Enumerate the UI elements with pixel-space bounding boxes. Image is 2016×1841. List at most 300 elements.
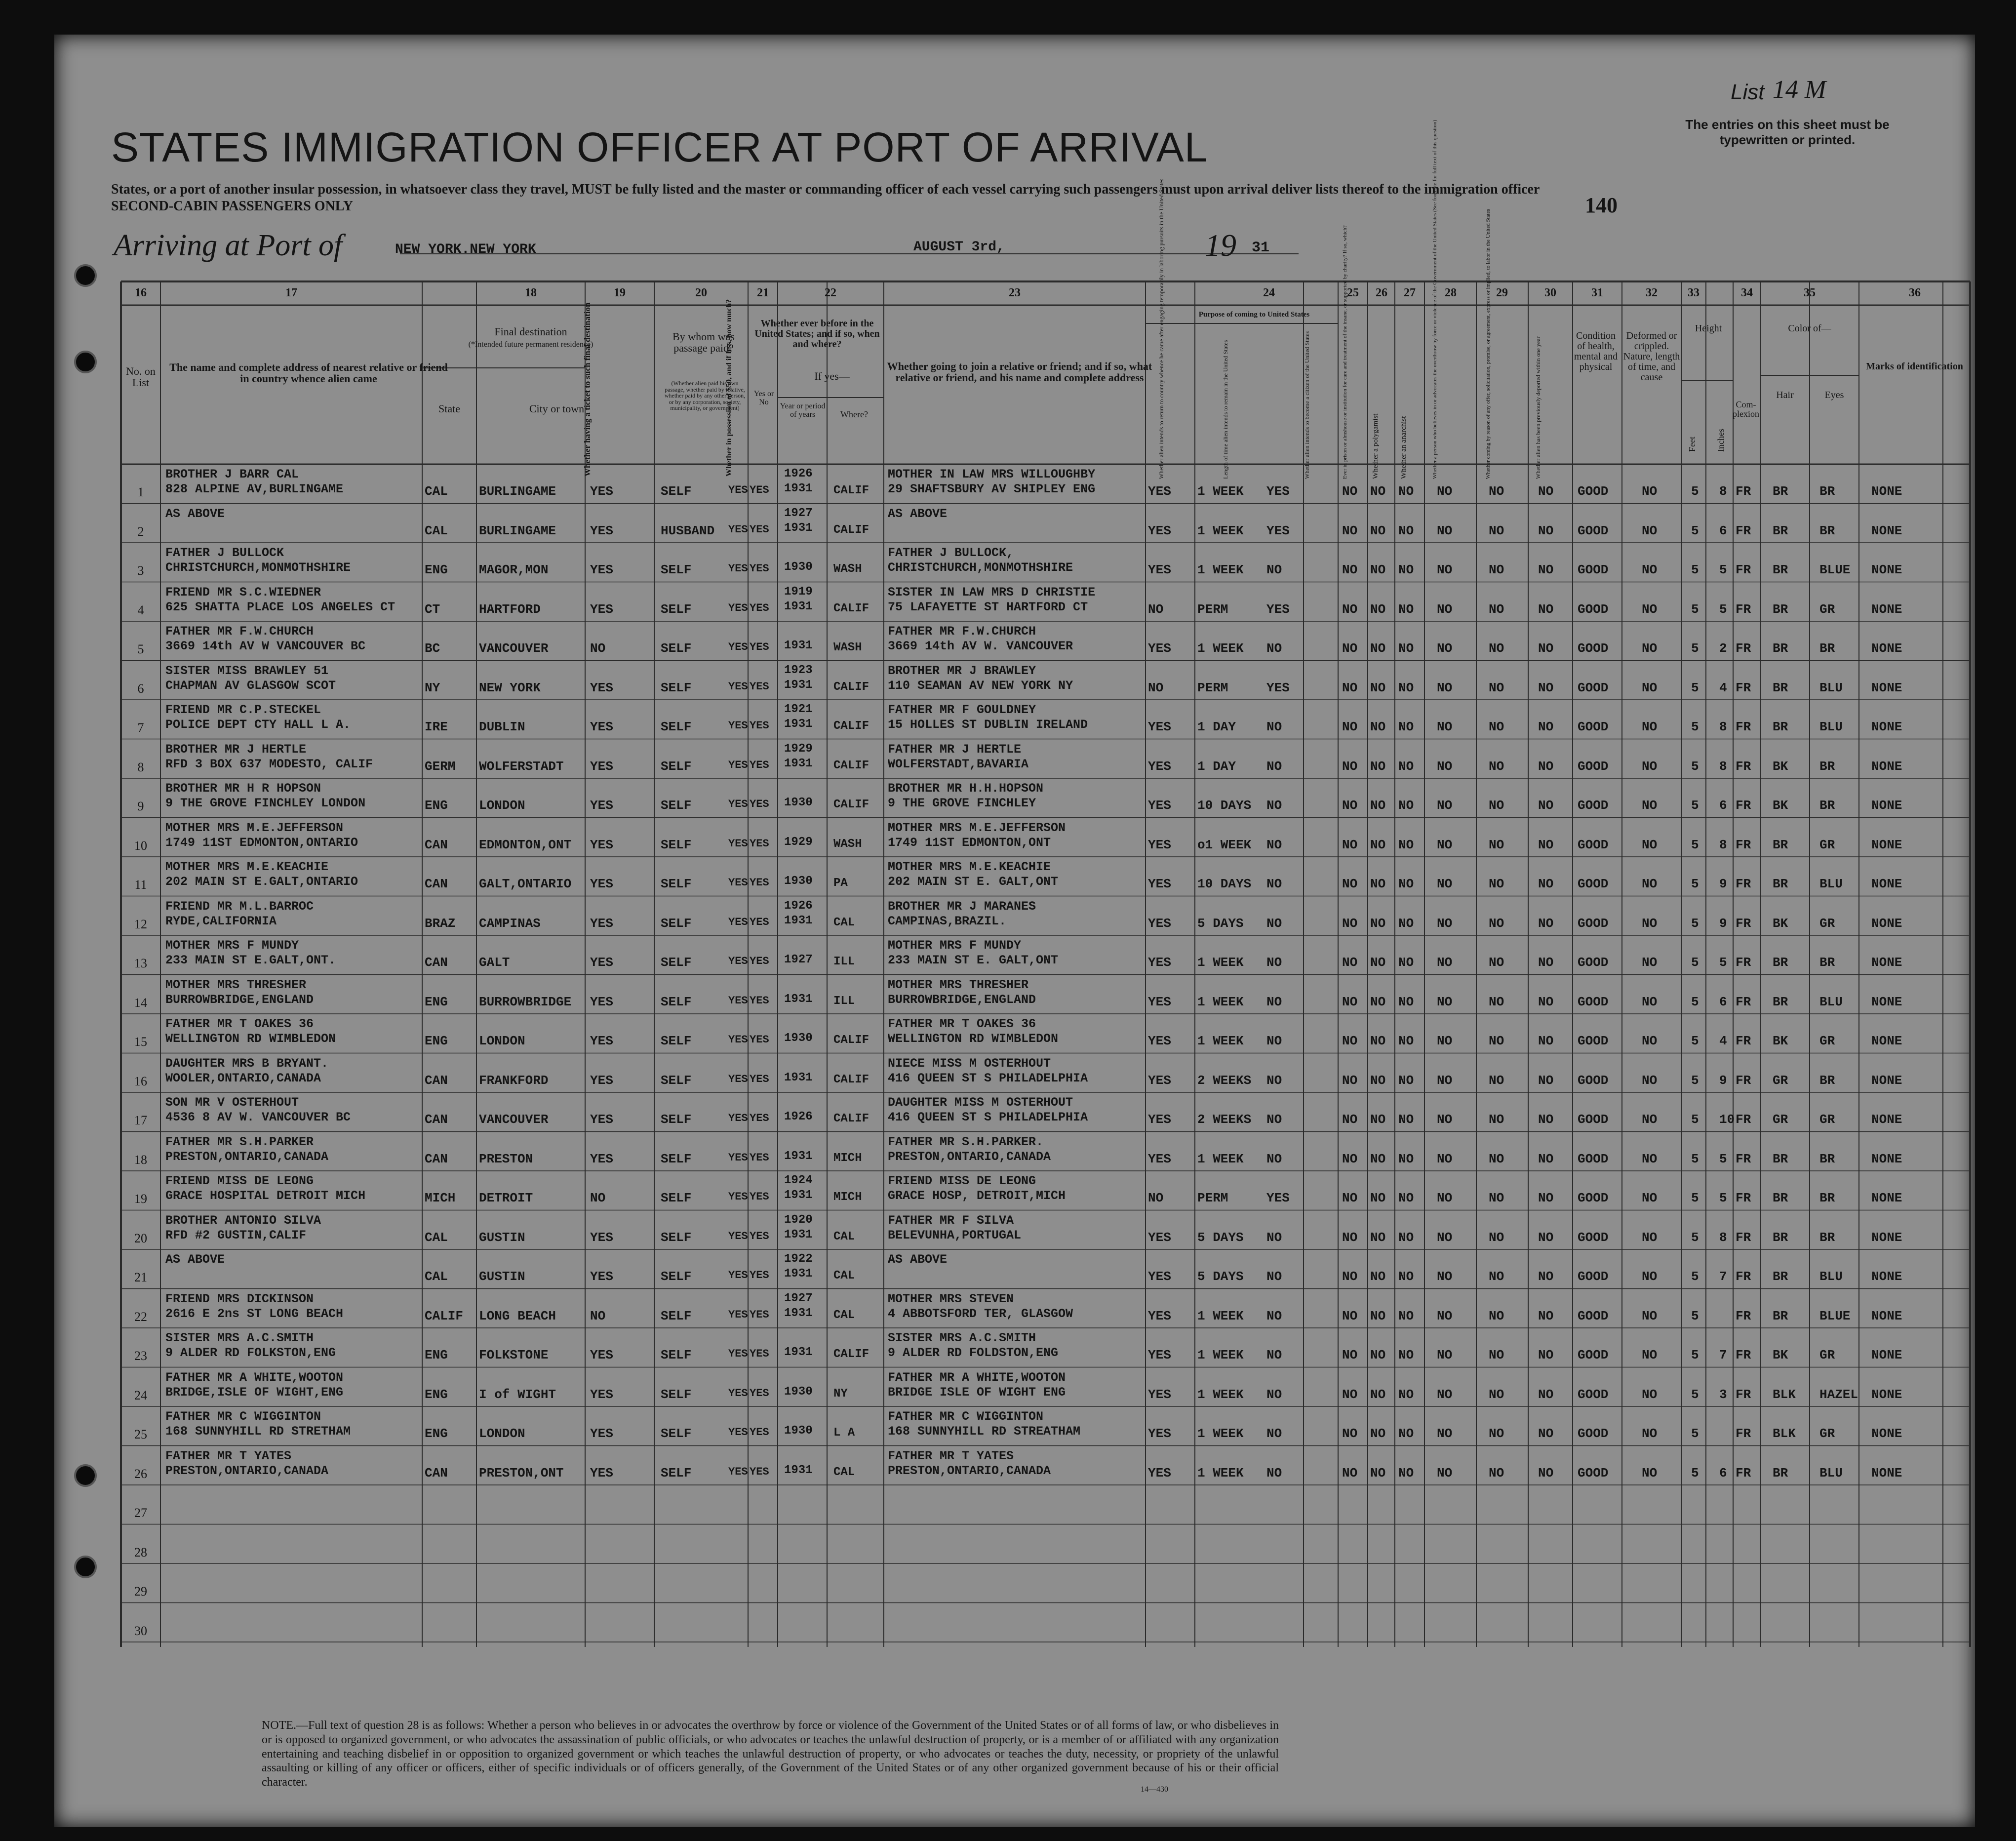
year-first-cell: 1923 xyxy=(784,663,813,677)
city-cell: PRESTON,ONT xyxy=(479,1465,564,1481)
hair-cell: BR xyxy=(1773,601,1788,617)
year-first-cell: 1929 xyxy=(784,742,813,756)
health-cell: GOOD xyxy=(1578,1465,1609,1481)
q28-cell: NO xyxy=(1437,1191,1453,1205)
joining-name-cell: BROTHER MR H.H.HOPSON xyxy=(888,781,1044,796)
ticket-cell: YES xyxy=(590,994,613,1009)
polygamist-cell: NO xyxy=(1370,759,1386,774)
q28-cell: NO xyxy=(1437,1387,1453,1402)
where-cell: CALIF xyxy=(833,1112,870,1125)
state-cell: CAN xyxy=(425,877,448,891)
joining-name-cell: FATHER MR T OAKES 36 xyxy=(888,1017,1036,1031)
year-last-cell: 1930 xyxy=(784,875,813,888)
q28-cell: NO xyxy=(1437,994,1453,1009)
state-cell: BC xyxy=(425,641,440,656)
complexion-cell: FR xyxy=(1736,877,1751,891)
deformed-cell: NO xyxy=(1642,1426,1658,1441)
joining-name-cell: BROTHER MR J BRAWLEY xyxy=(888,663,1036,678)
before-cell: YES xyxy=(750,1308,769,1321)
funds-cell: YES xyxy=(728,955,748,967)
q29-cell: NO xyxy=(1489,1151,1504,1166)
q29-cell: NO xyxy=(1489,601,1504,617)
hair-cell: BR xyxy=(1773,837,1788,852)
complexion-cell: FR xyxy=(1736,523,1751,538)
q28-cell: NO xyxy=(1437,955,1453,970)
q30-cell: NO xyxy=(1538,877,1554,891)
col18-city: City or town xyxy=(529,402,585,415)
prison-cell: NO xyxy=(1342,798,1358,813)
state-cell: CALIF xyxy=(425,1308,464,1323)
city-cell: HARTFORD xyxy=(479,601,541,617)
city-cell: FRANKFORD xyxy=(479,1073,549,1088)
stay-length-cell: 10 DAYS xyxy=(1197,798,1252,813)
return-intent-cell: YES xyxy=(1148,1073,1171,1088)
polygamist-cell: NO xyxy=(1370,1269,1386,1284)
polygamist-cell: NO xyxy=(1370,1151,1386,1166)
city-cell: BURROWBRIDGE xyxy=(479,994,572,1009)
anarchist-cell: NO xyxy=(1398,759,1414,774)
joining-name-cell: FATHER MR F SILVA xyxy=(888,1213,1014,1228)
prison-cell: NO xyxy=(1342,523,1358,538)
paid-by-cell: SELF xyxy=(661,1230,692,1245)
return-intent-cell: NO xyxy=(1148,1191,1164,1205)
q29-cell: NO xyxy=(1489,720,1504,734)
q30-cell: NO xyxy=(1538,798,1554,813)
before-cell: YES xyxy=(750,1112,769,1124)
ticket-cell: YES xyxy=(590,1348,613,1362)
return-intent-cell: YES xyxy=(1148,523,1171,538)
deformed-cell: NO xyxy=(1642,798,1658,813)
return-intent-cell: YES xyxy=(1148,562,1171,577)
before-cell: YES xyxy=(750,1191,769,1203)
year-last-cell: 1931 xyxy=(784,1149,813,1163)
q29-cell: NO xyxy=(1489,1387,1504,1402)
paid-by-cell: SELF xyxy=(661,1034,692,1048)
ticket-cell: NO xyxy=(590,641,606,656)
page-title: STATES IMMIGRATION OFFICER AT PORT OF ARRIVAL xyxy=(111,124,1208,170)
q30-cell: NO xyxy=(1538,720,1554,734)
prison-cell: NO xyxy=(1342,1073,1358,1088)
eyes-cell: BLUE xyxy=(1819,562,1851,577)
q28-cell: NO xyxy=(1437,1112,1453,1127)
health-cell: GOOD xyxy=(1578,1230,1609,1245)
eyes-cell: GR xyxy=(1819,1034,1835,1048)
relative-address-cell: WOOLER,ONTARIO,CANADA xyxy=(165,1071,321,1085)
joining-address-cell: 9 THE GROVE FINCHLEY xyxy=(888,796,1036,810)
col33-inches: Inches xyxy=(1716,429,1726,452)
year-first-cell: 1926 xyxy=(784,467,813,480)
joining-name-cell: SISTER MRS A.C.SMITH xyxy=(888,1331,1036,1345)
year-last-cell: 1931 xyxy=(784,1463,813,1477)
height-feet-cell: 5 xyxy=(1691,720,1699,734)
eyes-cell: BR xyxy=(1819,1191,1835,1205)
row-number: 2 xyxy=(137,524,144,539)
state-cell: CAL xyxy=(425,1230,448,1245)
q29-cell: NO xyxy=(1489,1308,1504,1323)
height-inches-cell: 7 xyxy=(1719,1269,1727,1284)
funds-cell: YES xyxy=(728,720,748,732)
health-cell: GOOD xyxy=(1578,601,1609,617)
height-inches-cell: 9 xyxy=(1719,877,1727,891)
col21-header: Whether in possession of $50, and if less, how much? xyxy=(725,299,733,477)
ticket-cell: YES xyxy=(590,1387,613,1402)
funds-cell: YES xyxy=(728,994,748,1007)
eyes-cell: GR xyxy=(1819,916,1835,931)
col24a-header: Whether alien intends to return to country whence he came after engaging temporarily in laboring pursuits in the United States xyxy=(1158,178,1165,479)
row-number: 3 xyxy=(137,563,144,578)
complexion-cell: FR xyxy=(1736,1112,1751,1127)
paid-by-cell: SELF xyxy=(661,759,692,774)
relative-address-cell: WELLINGTON RD WIMBLEDON xyxy=(165,1032,336,1046)
paid-by-cell: SELF xyxy=(661,562,692,577)
relative-address-cell: 625 SHATTA PLACE LOS ANGELES CT xyxy=(165,600,395,614)
return-intent-cell: YES xyxy=(1148,1387,1171,1402)
row-number: 22 xyxy=(134,1309,147,1324)
before-cell: YES xyxy=(750,837,769,850)
col35-header: Color of— xyxy=(1788,323,1831,334)
joining-address-cell: 4 ABBOTSFORD TER, GLASGOW xyxy=(888,1306,1073,1321)
prison-cell: NO xyxy=(1342,1151,1358,1166)
hair-cell: BK xyxy=(1773,759,1788,774)
ticket-cell: YES xyxy=(590,720,613,734)
polygamist-cell: NO xyxy=(1370,994,1386,1009)
city-cell: VANCOUVER xyxy=(479,641,549,656)
height-inches-cell: 6 xyxy=(1719,798,1727,813)
relative-name-cell: FRIEND MRS DICKINSON xyxy=(165,1291,314,1306)
deformed-cell: NO xyxy=(1642,1034,1658,1048)
joining-address-cell: 15 HOLLES ST DUBLIN IRELAND xyxy=(888,718,1088,732)
eyes-cell: HAZEL xyxy=(1819,1387,1858,1402)
hair-cell: BK xyxy=(1773,798,1788,813)
anarchist-cell: NO xyxy=(1398,1308,1414,1323)
funds-cell: YES xyxy=(728,1191,748,1203)
stay-length-cell: 1 WEEK xyxy=(1197,641,1244,656)
hair-cell: BR xyxy=(1773,877,1788,891)
prison-cell: NO xyxy=(1342,1230,1358,1245)
marks-cell: NONE xyxy=(1871,798,1902,813)
prison-cell: NO xyxy=(1342,916,1358,931)
hair-cell: BR xyxy=(1773,994,1788,1009)
complexion-cell: FR xyxy=(1736,1073,1751,1088)
health-cell: GOOD xyxy=(1578,1269,1609,1284)
joining-name-cell: FATHER MR F GOULDNEY xyxy=(888,703,1036,717)
marks-cell: NONE xyxy=(1871,1269,1902,1284)
where-cell: NY xyxy=(833,1387,848,1401)
polygamist-cell: NO xyxy=(1370,1034,1386,1048)
health-cell: GOOD xyxy=(1578,916,1609,931)
relative-name-cell: BROTHER MR J HERTLE xyxy=(165,742,307,757)
prison-cell: NO xyxy=(1342,1308,1358,1323)
marks-cell: NONE xyxy=(1871,1426,1902,1441)
relative-name-cell: DAUGHTER MRS B BRYANT. xyxy=(165,1056,329,1071)
joining-name-cell: FATHER MR F.W.CHURCH xyxy=(888,624,1036,639)
col27-header: Whether an anarchist xyxy=(1400,416,1408,479)
relative-name-cell: SISTER MISS BRAWLEY 51 xyxy=(165,663,329,678)
joining-name-cell: FATHER MR S.H.PARKER. xyxy=(888,1134,1044,1149)
complexion-cell: FR xyxy=(1736,720,1751,734)
year-last-cell: 1931 xyxy=(784,914,813,927)
height-feet-cell: 5 xyxy=(1691,1191,1699,1205)
height-feet-cell: 5 xyxy=(1691,1348,1699,1362)
marks-cell: NONE xyxy=(1871,562,1902,577)
complexion-cell: FR xyxy=(1736,798,1751,813)
q28-cell: NO xyxy=(1437,1073,1453,1088)
column-number: 30 xyxy=(1544,286,1556,299)
return-intent-cell: YES xyxy=(1148,1112,1171,1127)
q30-cell: NO xyxy=(1538,1308,1554,1323)
row-number: 30 xyxy=(134,1623,147,1638)
city-cell: LONG BEACH xyxy=(479,1308,556,1323)
citizen-intent-cell: NO xyxy=(1266,955,1282,970)
polygamist-cell: NO xyxy=(1370,484,1386,499)
hair-cell: BK xyxy=(1773,1348,1788,1362)
eyes-cell: BR xyxy=(1819,1073,1835,1088)
col25-header: Ever in prison or almshouse or institution for care and treatment of the insane, or supported by charity? If so, which? xyxy=(1342,225,1348,479)
col32-header: Deformed or crippled. Nature, length of time, and cause xyxy=(1623,330,1680,383)
prison-cell: NO xyxy=(1342,1034,1358,1048)
q30-cell: NO xyxy=(1538,484,1554,499)
relative-name-cell: FATHER MR F.W.CHURCH xyxy=(165,624,314,639)
joining-address-cell: PRESTON,ONTARIO,CANADA xyxy=(888,1149,1051,1164)
where-cell: CALIF xyxy=(833,484,870,497)
eyes-cell: BR xyxy=(1819,484,1835,499)
joining-address-cell: PRESTON,ONTARIO,CANADA xyxy=(888,1463,1051,1478)
return-intent-cell: NO xyxy=(1148,680,1164,695)
before-cell: YES xyxy=(750,955,769,967)
paid-by-cell: SELF xyxy=(661,1465,692,1481)
stay-length-cell: 5 DAYS xyxy=(1197,916,1244,931)
complexion-cell: FR xyxy=(1736,484,1751,499)
hair-cell: BK xyxy=(1773,1034,1788,1048)
funds-cell: YES xyxy=(728,877,748,889)
joining-name-cell: MOTHER MRS THRESHER xyxy=(888,977,1029,992)
funds-cell: YES xyxy=(728,562,748,575)
joining-name-cell: FATHER J BULLOCK, xyxy=(888,546,1014,560)
polygamist-cell: NO xyxy=(1370,1112,1386,1127)
citizen-intent-cell: NO xyxy=(1266,994,1282,1009)
polygamist-cell: NO xyxy=(1370,601,1386,617)
citizen-intent-cell: NO xyxy=(1266,1269,1282,1284)
prison-cell: NO xyxy=(1342,759,1358,774)
relative-name-cell: BROTHER MR H R HOPSON xyxy=(165,781,321,796)
prison-cell: NO xyxy=(1342,1191,1358,1205)
q30-cell: NO xyxy=(1538,1112,1554,1127)
marks-cell: NONE xyxy=(1871,1387,1902,1402)
where-cell: CALIF xyxy=(833,720,870,733)
q28-cell: NO xyxy=(1437,523,1453,538)
return-intent-cell: YES xyxy=(1148,798,1171,813)
deformed-cell: NO xyxy=(1642,1112,1658,1127)
ticket-cell: YES xyxy=(590,1034,613,1048)
stay-length-cell: 1 WEEK xyxy=(1197,1426,1244,1441)
stay-length-cell: PERM xyxy=(1197,680,1228,695)
eyes-cell: GR xyxy=(1819,1112,1835,1127)
q29-cell: NO xyxy=(1489,916,1504,931)
health-cell: GOOD xyxy=(1578,1348,1609,1362)
before-cell: YES xyxy=(750,1426,769,1439)
q29-cell: NO xyxy=(1489,955,1504,970)
paid-by-cell: SELF xyxy=(661,1387,692,1402)
funds-cell: YES xyxy=(728,837,748,850)
return-intent-cell: YES xyxy=(1148,877,1171,891)
prison-cell: NO xyxy=(1342,641,1358,656)
joining-address-cell: 202 MAIN ST E. GALT,ONT xyxy=(888,875,1059,889)
arriving-label: Arriving at Port of xyxy=(114,229,343,262)
hair-cell: BR xyxy=(1773,1230,1788,1245)
where-cell: ILL xyxy=(833,955,855,968)
column-number: 33 xyxy=(1688,286,1700,299)
health-cell: GOOD xyxy=(1578,680,1609,695)
anarchist-cell: NO xyxy=(1398,641,1414,656)
ticket-cell: YES xyxy=(590,523,613,538)
relative-address-cell: CHAPMAN AV GLASGOW SCOT xyxy=(165,678,336,693)
eyes-cell: BR xyxy=(1819,641,1835,656)
where-cell: CAL xyxy=(833,1269,855,1282)
city-cell: DUBLIN xyxy=(479,720,525,734)
where-cell: WASH xyxy=(833,837,862,851)
col22-where: Where? xyxy=(840,409,868,419)
marks-cell: NONE xyxy=(1871,955,1902,970)
col22-ifyes: If yes— xyxy=(814,370,850,382)
height-feet-cell: 5 xyxy=(1691,1112,1699,1127)
prison-cell: NO xyxy=(1342,955,1358,970)
ticket-cell: YES xyxy=(590,877,613,891)
relative-address-cell: 828 ALPINE AV,BURLINGAME xyxy=(165,482,344,496)
relative-address-cell: POLICE DEPT CTY HALL L A. xyxy=(165,718,351,732)
column-number: 18 xyxy=(525,286,537,299)
complexion-cell: FR xyxy=(1736,1269,1751,1284)
ticket-cell: YES xyxy=(590,1073,613,1088)
q30-cell: NO xyxy=(1538,523,1554,538)
before-cell: YES xyxy=(750,994,769,1007)
col19-header: Whether having a ticket to such final destination xyxy=(583,302,592,477)
where-cell: CALIF xyxy=(833,523,870,537)
stay-length-cell: 1 WEEK xyxy=(1197,1151,1244,1166)
return-intent-cell: YES xyxy=(1148,1308,1171,1323)
prison-cell: NO xyxy=(1342,720,1358,734)
ticket-cell: NO xyxy=(590,1191,606,1205)
q29-cell: NO xyxy=(1489,1073,1504,1088)
relative-name-cell: FRIEND MR M.L.BARROC xyxy=(165,899,314,914)
q30-cell: NO xyxy=(1538,1151,1554,1166)
deformed-cell: NO xyxy=(1642,916,1658,931)
joining-address-cell: 75 LAFAYETTE ST HARTFORD CT xyxy=(888,600,1088,614)
ticket-cell: YES xyxy=(590,680,613,695)
marks-cell: NONE xyxy=(1871,1034,1902,1048)
q28-cell: NO xyxy=(1437,1465,1453,1481)
relative-address-cell: RFD #2 GUSTIN,CALIF xyxy=(165,1228,307,1242)
joining-address-cell: BURROWBRIDGE,ENGLAND xyxy=(888,992,1036,1007)
row-number: 11 xyxy=(134,878,147,892)
q29-cell: NO xyxy=(1489,1191,1504,1205)
relative-address-cell: BRIDGE,ISLE OF WIGHT,ENG xyxy=(165,1385,344,1400)
q30-cell: NO xyxy=(1538,837,1554,852)
column-number: 26 xyxy=(1376,286,1387,299)
year-last-cell: 1930 xyxy=(784,560,813,574)
relative-name-cell: FATHER MR S.H.PARKER xyxy=(165,1134,314,1149)
ticket-cell: YES xyxy=(590,798,613,813)
complexion-cell: FR xyxy=(1736,1426,1751,1441)
q28-cell: NO xyxy=(1437,798,1453,813)
col18-header: Final destination xyxy=(494,325,567,338)
prison-cell: NO xyxy=(1342,1269,1358,1284)
year-last-cell: 1930 xyxy=(784,1385,813,1399)
paid-by-cell: SELF xyxy=(661,601,692,617)
return-intent-cell: YES xyxy=(1148,1348,1171,1362)
before-cell: YES xyxy=(750,1073,769,1085)
relative-address-cell: PRESTON,ONTARIO,CANADA xyxy=(165,1149,329,1164)
anarchist-cell: NO xyxy=(1398,1465,1414,1481)
joining-address-cell: 1749 11ST EDMONTON,ONT xyxy=(888,835,1051,850)
stay-length-cell: 1 WEEK xyxy=(1197,1348,1244,1362)
paid-by-cell: SELF xyxy=(661,641,692,656)
return-intent-cell: YES xyxy=(1148,955,1171,970)
polygamist-cell: NO xyxy=(1370,562,1386,577)
marks-cell: NONE xyxy=(1871,680,1902,695)
q30-cell: NO xyxy=(1538,994,1554,1009)
deformed-cell: NO xyxy=(1642,523,1658,538)
column-number: 17 xyxy=(285,286,297,299)
eyes-cell: BR xyxy=(1819,955,1835,970)
eyes-cell: BR xyxy=(1819,1151,1835,1166)
anarchist-cell: NO xyxy=(1398,1034,1414,1048)
column-number: 19 xyxy=(614,286,626,299)
eyes-cell: BR xyxy=(1819,759,1835,774)
funds-cell: YES xyxy=(728,1034,748,1046)
state-cell: CAL xyxy=(425,523,448,538)
col28-header: Whether a person who believes in or advocates the overthrow by force or violence of the Government of the United States (See footnote for full text of this question) xyxy=(1432,120,1438,479)
marks-cell: NONE xyxy=(1871,601,1902,617)
relative-name-cell: MOTHER MRS F MUNDY xyxy=(165,938,299,953)
joining-name-cell: BROTHER MR J MARANES xyxy=(888,899,1036,914)
date-value: AUGUST 3rd, xyxy=(913,240,1005,255)
height-inches-cell: 3 xyxy=(1719,1387,1727,1402)
list-label: List xyxy=(1731,80,1765,104)
col20-header: By whom was passage paid? xyxy=(672,330,735,355)
col31-header: Condition of health, mental and physical xyxy=(1574,330,1618,372)
funds-cell: YES xyxy=(728,798,748,810)
hair-cell: BR xyxy=(1773,720,1788,734)
city-cell: I of WIGHT xyxy=(479,1387,556,1402)
ticket-cell: YES xyxy=(590,1151,613,1166)
joining-name-cell: FATHER MR A WHITE,WOOTON xyxy=(888,1370,1066,1385)
relative-name-cell: BROTHER J BARR CAL xyxy=(165,467,299,481)
relative-name-cell: FATHER MR T YATES xyxy=(165,1448,292,1463)
stay-length-cell: 1 WEEK xyxy=(1197,1308,1244,1323)
ticket-cell: YES xyxy=(590,1426,613,1441)
paid-by-cell: SELF xyxy=(661,955,692,970)
eyes-cell: GR xyxy=(1819,601,1835,617)
paid-by-cell: SELF xyxy=(661,994,692,1009)
funds-cell: YES xyxy=(728,1426,748,1439)
height-inches-cell: 5 xyxy=(1719,601,1727,617)
column-number: 31 xyxy=(1591,286,1603,299)
stay-length-cell: 1 DAY xyxy=(1197,720,1236,734)
row-number: 1 xyxy=(137,485,144,499)
paid-by-cell: SELF xyxy=(661,1269,692,1284)
joining-name-cell: FATHER MR J HERTLE xyxy=(888,742,1022,757)
return-intent-cell: YES xyxy=(1148,1034,1171,1048)
prison-cell: NO xyxy=(1342,562,1358,577)
joining-name-cell: SISTER IN LAW MRS D CHRISTIE xyxy=(888,585,1096,600)
health-cell: GOOD xyxy=(1578,641,1609,656)
health-cell: GOOD xyxy=(1578,484,1609,499)
q30-cell: NO xyxy=(1538,1073,1554,1088)
relative-name-cell: FATHER MR C WIGGINTON xyxy=(165,1409,321,1424)
funds-cell: YES xyxy=(728,916,748,928)
city-cell: GUSTIN xyxy=(479,1269,525,1284)
year-suffix: 31 xyxy=(1252,240,1270,256)
